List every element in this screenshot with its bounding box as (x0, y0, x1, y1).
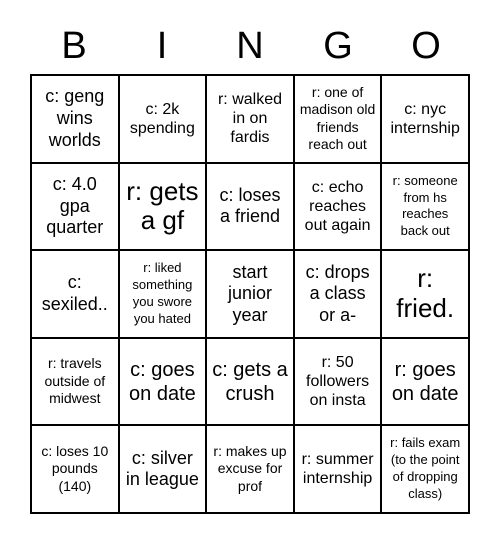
bingo-cell-r5-c3[interactable] (206, 425, 294, 513)
bingo-cell-r2-c5[interactable] (381, 163, 469, 251)
bingo-cell-r1-c1[interactable] (31, 75, 119, 163)
cell-text: r: 50 followers on insta (306, 353, 370, 410)
cell-text: c: geng wins worlds (45, 86, 105, 150)
cell-text: c: nyc internship (390, 100, 460, 137)
bingo-cell-r4-c2[interactable] (119, 338, 207, 426)
bingo-cell-r2-c3[interactable] (206, 163, 294, 251)
bingo-cell-r5-c5[interactable] (381, 425, 469, 513)
bingo-cell-r2-c2[interactable] (119, 163, 207, 251)
cell-text: r: someone from hs reaches back out (392, 172, 458, 239)
cell-text: r: makes up excuse for prof (213, 442, 287, 494)
bingo-cell-r3-c2[interactable] (119, 250, 207, 338)
cell-text: r: goes on date (391, 358, 459, 405)
bingo-cell-r5-c1[interactable] (31, 425, 119, 513)
bingo-cell-r3-c5[interactable] (381, 250, 469, 338)
header-letter-n: N (236, 25, 264, 67)
bingo-cell-r1-c3[interactable] (206, 75, 294, 163)
cell-text: r: travels outside of midwest (44, 355, 106, 407)
cell-text: c: sexiled.. (41, 272, 108, 314)
bingo-cell-r1-c2[interactable] (119, 75, 207, 163)
header-letter-g: G (323, 25, 353, 67)
bingo-cell-r1-c4[interactable] (294, 75, 382, 163)
cell-text: c: loses a friend (219, 184, 281, 227)
header-letter-b: B (61, 25, 87, 67)
cell-text: start junior year (227, 261, 272, 325)
cell-text: r: walked in on fardis (217, 91, 282, 147)
bingo-cell-r4-c1[interactable] (31, 338, 119, 426)
cell-text: r: fried. (396, 263, 455, 323)
bingo-cell-r2-c1[interactable] (31, 163, 119, 251)
header-letter-o: O (411, 25, 441, 67)
cell-text: c: 2k spending (129, 100, 195, 137)
bingo-cell-r3-c1[interactable] (31, 250, 119, 338)
cell-text: r: liked something you swore you hated (132, 260, 193, 326)
bingo-cell-r5-c4[interactable] (294, 425, 382, 513)
cell-text: c: echo reaches out again (304, 178, 371, 234)
bingo-cell-r4-c4[interactable] (294, 338, 382, 426)
bingo-cell-r3-c3[interactable] (206, 250, 294, 338)
bingo-cell-r4-c5[interactable] (381, 338, 469, 426)
cell-text: r: fails exam (to the point of dropping class) (390, 435, 461, 502)
bingo-cell-r5-c2[interactable] (119, 425, 207, 513)
bingo-cell-r2-c4[interactable] (294, 163, 382, 251)
cell-text: c: gets a crush (212, 358, 288, 405)
cell-text: c: loses 10 pounds (140) (41, 442, 109, 494)
cell-text: c: silver in league (125, 447, 199, 490)
cell-text: c: goes on date (129, 358, 196, 405)
cell-text: r: gets a gf (126, 175, 199, 236)
bingo-cell-r1-c5[interactable] (381, 75, 469, 163)
bingo-cell-r3-c4[interactable] (294, 250, 382, 338)
cell-text: c: drops a class or a- (305, 261, 370, 325)
cell-text: r: one of madison old friends reach out (299, 83, 376, 153)
bingo-board (30, 74, 470, 514)
cell-text: r: summer internship (301, 451, 374, 488)
bingo-header (30, 20, 470, 72)
bingo-cell-r4-c3[interactable] (206, 338, 294, 426)
cell-text: c: 4.0 gpa quarter (46, 174, 104, 238)
header-letter-i: I (156, 25, 168, 67)
